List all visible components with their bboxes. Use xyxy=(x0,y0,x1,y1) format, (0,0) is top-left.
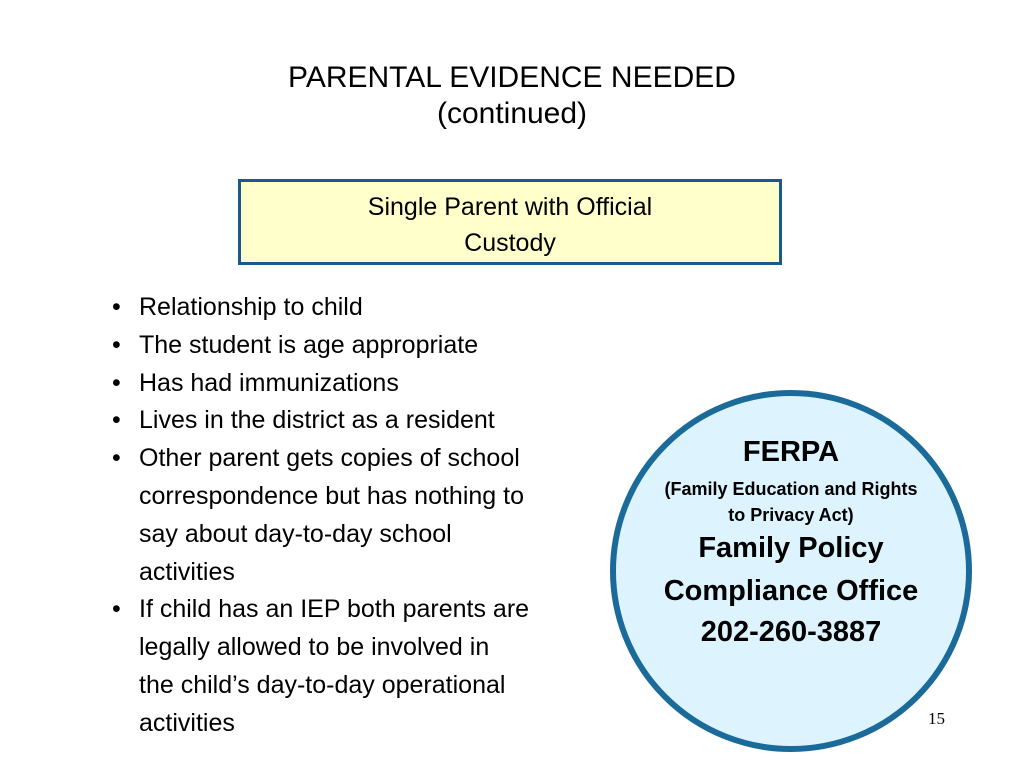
page-number: 15 xyxy=(928,709,945,728)
bullet-item-relationship xyxy=(112,289,632,327)
bullet-line: Relationship to child xyxy=(139,293,363,321)
bullet-line: legally allowed to be involved in xyxy=(139,633,490,662)
bullet-list xyxy=(112,289,632,743)
bullet-line: If child has an IEP both parents are xyxy=(139,595,530,624)
bullet-line: say about day-to-day school xyxy=(139,519,452,548)
ferpa-office-line-2: Compliance Office xyxy=(663,575,919,607)
bullet-line: activities xyxy=(139,557,235,586)
bullet-line: activities xyxy=(139,708,235,737)
bullet-line: The student is age appropriate xyxy=(139,330,479,359)
bullet-dot: • xyxy=(112,293,121,321)
bullet-item-other-parent xyxy=(112,440,632,591)
bullet-line: correspondence but has nothing to xyxy=(139,481,524,510)
bullet-item-age-appropriate xyxy=(112,327,632,365)
ferpa-subtitle-line-1: (Family Education and Rights xyxy=(664,479,918,499)
ferpa-office-line-1: Family Policy xyxy=(698,532,884,564)
bullet-line: Has had immunizations xyxy=(139,368,399,397)
ferpa-subtitle-line-2: to Privacy Act) xyxy=(728,505,854,525)
bullet-item-resident xyxy=(112,402,632,440)
bullet-dot: • xyxy=(112,330,121,359)
bullet-item-immunizations xyxy=(112,365,632,403)
slide-title-line-2: (continued) xyxy=(436,97,588,130)
bullet-line: Lives in the district as a resident xyxy=(139,406,495,435)
bullet-dot: • xyxy=(112,595,121,624)
bullet-item-iep xyxy=(112,591,632,742)
bullet-dot: • xyxy=(112,444,121,473)
slide-title-line-1: PARENTAL EVIDENCE NEEDED xyxy=(288,61,736,94)
slide-title xyxy=(0,60,1024,132)
bullet-line: the child’s day-to-day operational xyxy=(139,670,506,699)
bullet-line: Other parent gets copies of school xyxy=(139,444,520,473)
bullet-dot: • xyxy=(112,368,121,397)
ferpa-phone-number: 202-260-3887 xyxy=(700,616,882,648)
subtitle-line-1: Single Parent with Official xyxy=(367,193,653,221)
bullet-dot: • xyxy=(112,406,121,435)
subtitle-line-2: Custody xyxy=(464,229,556,257)
subtitle-box xyxy=(238,179,782,265)
ferpa-title: FERPA xyxy=(742,436,840,468)
